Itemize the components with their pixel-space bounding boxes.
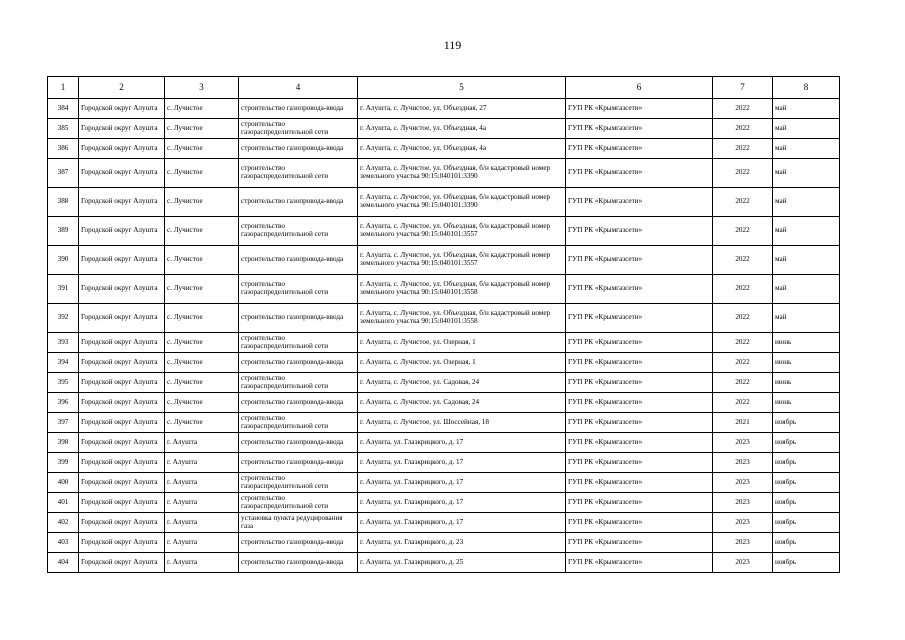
district-cell: Городской округ Алушта xyxy=(79,513,165,533)
locality-cell: с. Лучистое xyxy=(165,99,239,119)
locality-cell: с. Лучистое xyxy=(165,159,239,188)
year-cell: 2022 xyxy=(713,188,773,217)
year-cell: 2022 xyxy=(713,246,773,275)
organization-cell: ГУП РК «Крымгазсети» xyxy=(566,139,713,159)
work-type-cell: строительство газопровода-ввода xyxy=(239,188,358,217)
locality-cell: с. Лучистое xyxy=(165,139,239,159)
locality-cell: с. Лучистое xyxy=(165,304,239,333)
locality-cell: г. Алушта xyxy=(165,433,239,453)
year-cell: 2023 xyxy=(713,513,773,533)
table-row xyxy=(48,553,840,573)
district-cell: Городской округ Алушта xyxy=(79,553,165,573)
locality-cell: с. Лучистое xyxy=(165,413,239,433)
locality-cell: г. Алушта xyxy=(165,493,239,513)
month-cell: июнь xyxy=(773,373,840,393)
table-row xyxy=(48,513,840,533)
address-cell: г. Алушта, с. Лучистое, ул. Объездная, 27 xyxy=(358,99,566,119)
district-cell: Городской округ Алушта xyxy=(79,433,165,453)
work-type-cell: строительство газораспределительной сети xyxy=(239,473,358,493)
address-cell: г. Алушта, с. Лучистое, ул. Объездная, б/н кадастровый номер земельного участка 90:15:040101:3557 xyxy=(358,217,566,246)
organization-cell: ГУП РК «Крымгазсети» xyxy=(566,188,713,217)
table-row xyxy=(48,493,840,513)
district-cell: Городской округ Алушта xyxy=(79,188,165,217)
address-cell: г. Алушта, с. Лучистое, ул. Объездная, б/н кадастровый номер земельного участка 90:15:040101:3558 xyxy=(358,304,566,333)
locality-cell: с. Лучистое xyxy=(165,393,239,413)
address-cell: г. Алушта, с. Лучистое, ул. Шоссейная, 18 xyxy=(358,413,566,433)
locality-cell: с. Лучистое xyxy=(165,275,239,304)
month-cell: ноябрь xyxy=(773,413,840,433)
month-cell: май xyxy=(773,188,840,217)
district-cell: Городской округ Алушта xyxy=(79,246,165,275)
work-type-cell: строительство газопровода-ввода xyxy=(239,553,358,573)
address-cell: г. Алушта, с. Лучистое, ул. Объездная, 4а xyxy=(358,139,566,159)
row-number-cell: 384 xyxy=(48,99,79,119)
row-number-cell: 393 xyxy=(48,333,79,353)
year-cell: 2022 xyxy=(713,159,773,188)
address-cell: г. Алушта, с. Лучистое, ул. Объездная, б/н кадастровый номер земельного участка 90:15:040101:3390 xyxy=(358,188,566,217)
month-cell: май xyxy=(773,159,840,188)
locality-cell: г. Алушта xyxy=(165,473,239,493)
address-cell: г. Алушта, ул. Глазкрицкого, д. 17 xyxy=(358,473,566,493)
row-number-cell: 396 xyxy=(48,393,79,413)
column-header: 2 xyxy=(79,77,165,99)
locality-cell: с. Лучистое xyxy=(165,119,239,139)
month-cell: июнь xyxy=(773,393,840,413)
address-cell: г. Алушта, ул. Глазкрицкого, д. 23 xyxy=(358,533,566,553)
table-row xyxy=(48,139,840,159)
month-cell: ноябрь xyxy=(773,493,840,513)
work-type-cell: строительство газопровода-ввода xyxy=(239,139,358,159)
schedule-table xyxy=(47,76,840,573)
row-number-cell: 387 xyxy=(48,159,79,188)
organization-cell: ГУП РК «Крымгазсети» xyxy=(566,246,713,275)
district-cell: Городской округ Алушта xyxy=(79,533,165,553)
row-number-cell: 394 xyxy=(48,353,79,373)
district-cell: Городской округ Алушта xyxy=(79,159,165,188)
table-row xyxy=(48,433,840,453)
table-row xyxy=(48,99,840,119)
address-cell: г. Алушта, с. Лучистое, ул. Садовая, 24 xyxy=(358,393,566,413)
work-type-cell: строительство газораспределительной сети xyxy=(239,275,358,304)
organization-cell: ГУП РК «Крымгазсети» xyxy=(566,119,713,139)
organization-cell: ГУП РК «Крымгазсети» xyxy=(566,304,713,333)
organization-cell: ГУП РК «Крымгазсети» xyxy=(566,453,713,473)
table-row xyxy=(48,373,840,393)
year-cell: 2022 xyxy=(713,393,773,413)
column-header: 3 xyxy=(165,77,239,99)
table-row xyxy=(48,159,840,188)
organization-cell: ГУП РК «Крымгазсети» xyxy=(566,513,713,533)
month-cell: ноябрь xyxy=(773,553,840,573)
month-cell: май xyxy=(773,304,840,333)
table-row xyxy=(48,473,840,493)
organization-cell: ГУП РК «Крымгазсети» xyxy=(566,333,713,353)
year-cell: 2022 xyxy=(713,353,773,373)
year-cell: 2023 xyxy=(713,433,773,453)
work-type-cell: строительство газопровода-ввода xyxy=(239,246,358,275)
work-type-cell: строительство газораспределительной сети xyxy=(239,413,358,433)
work-type-cell: строительство газораспределительной сети xyxy=(239,217,358,246)
address-cell: г. Алушта, ул. Глазкрицкого, д. 17 xyxy=(358,453,566,473)
district-cell: Городской округ Алушта xyxy=(79,119,165,139)
table-row xyxy=(48,246,840,275)
locality-cell: с. Лучистое xyxy=(165,246,239,275)
organization-cell: ГУП РК «Крымгазсети» xyxy=(566,373,713,393)
address-cell: г. Алушта, ул. Глазкрицкого, д. 25 xyxy=(358,553,566,573)
month-cell: май xyxy=(773,275,840,304)
table-row xyxy=(48,393,840,413)
address-cell: г. Алушта, ул. Глазкрицкого, д. 17 xyxy=(358,493,566,513)
year-cell: 2021 xyxy=(713,413,773,433)
row-number-cell: 402 xyxy=(48,513,79,533)
address-cell: г. Алушта, с. Лучистое, ул. Объездная, 4а xyxy=(358,119,566,139)
row-number-cell: 404 xyxy=(48,553,79,573)
work-type-cell: строительство газораспределительной сети xyxy=(239,333,358,353)
work-type-cell: строительство газопровода-ввода xyxy=(239,533,358,553)
work-type-cell: строительство газораспределительной сети xyxy=(239,119,358,139)
locality-cell: г. Алушта xyxy=(165,513,239,533)
organization-cell: ГУП РК «Крымгазсети» xyxy=(566,353,713,373)
month-cell: июнь xyxy=(773,333,840,353)
month-cell: ноябрь xyxy=(773,453,840,473)
organization-cell: ГУП РК «Крымгазсети» xyxy=(566,553,713,573)
locality-cell: г. Алушта xyxy=(165,453,239,473)
organization-cell: ГУП РК «Крымгазсети» xyxy=(566,217,713,246)
address-cell: г. Алушта, с. Лучистое, ул. Объездная, б/н кадастровый номер земельного участка 90:15:040101:3557 xyxy=(358,246,566,275)
address-cell: г. Алушта, с. Лучистое, ул. Озерная, 1 xyxy=(358,353,566,373)
year-cell: 2022 xyxy=(713,139,773,159)
year-cell: 2023 xyxy=(713,553,773,573)
work-type-cell: строительство газопровода-ввода xyxy=(239,453,358,473)
month-cell: ноябрь xyxy=(773,513,840,533)
column-header: 5 xyxy=(358,77,566,99)
locality-cell: г. Алушта xyxy=(165,553,239,573)
table-row xyxy=(48,353,840,373)
row-number-cell: 395 xyxy=(48,373,79,393)
district-cell: Городской округ Алушта xyxy=(79,275,165,304)
address-cell: г. Алушта, ул. Глазкрицкого, д. 17 xyxy=(358,513,566,533)
district-cell: Городской округ Алушта xyxy=(79,373,165,393)
address-cell: г. Алушта, ул. Глазкрицкого, д. 17 xyxy=(358,433,566,453)
year-cell: 2022 xyxy=(713,99,773,119)
month-cell: июнь xyxy=(773,353,840,373)
district-cell: Городской округ Алушта xyxy=(79,99,165,119)
month-cell: май xyxy=(773,99,840,119)
work-type-cell: строительство газораспределительной сети xyxy=(239,159,358,188)
row-number-cell: 399 xyxy=(48,453,79,473)
row-number-cell: 397 xyxy=(48,413,79,433)
organization-cell: ГУП РК «Крымгазсети» xyxy=(566,413,713,433)
work-type-cell: строительство газораспределительной сети xyxy=(239,373,358,393)
table-row xyxy=(48,533,840,553)
row-number-cell: 398 xyxy=(48,433,79,453)
month-cell: май xyxy=(773,119,840,139)
table-row xyxy=(48,413,840,433)
organization-cell: ГУП РК «Крымгазсети» xyxy=(566,433,713,453)
year-cell: 2022 xyxy=(713,304,773,333)
column-header: 1 xyxy=(48,77,79,99)
table-row xyxy=(48,453,840,473)
district-cell: Городской округ Алушта xyxy=(79,353,165,373)
organization-cell: ГУП РК «Крымгазсети» xyxy=(566,473,713,493)
month-cell: ноябрь xyxy=(773,533,840,553)
district-cell: Городской округ Алушта xyxy=(79,333,165,353)
address-cell: г. Алушта, с. Лучистое, ул. Объездная, б/н кадастровый номер земельного участка 90:15:040101:3390 xyxy=(358,159,566,188)
work-type-cell: строительство газопровода-ввода xyxy=(239,304,358,333)
row-number-cell: 401 xyxy=(48,493,79,513)
address-cell: г. Алушта, с. Лучистое, ул. Озерная, 1 xyxy=(358,333,566,353)
row-number-cell: 388 xyxy=(48,188,79,217)
month-cell: май xyxy=(773,246,840,275)
row-number-cell: 386 xyxy=(48,139,79,159)
organization-cell: ГУП РК «Крымгазсети» xyxy=(566,99,713,119)
year-cell: 2022 xyxy=(713,373,773,393)
locality-cell: с. Лучистое xyxy=(165,217,239,246)
work-type-cell: строительство газопровода-ввода xyxy=(239,393,358,413)
header-row xyxy=(48,77,840,99)
month-cell: май xyxy=(773,139,840,159)
year-cell: 2023 xyxy=(713,533,773,553)
organization-cell: ГУП РК «Крымгазсети» xyxy=(566,493,713,513)
month-cell: май xyxy=(773,217,840,246)
row-number-cell: 392 xyxy=(48,304,79,333)
year-cell: 2022 xyxy=(713,217,773,246)
district-cell: Городской округ Алушта xyxy=(79,393,165,413)
table-row xyxy=(48,188,840,217)
organization-cell: ГУП РК «Крымгазсети» xyxy=(566,275,713,304)
row-number-cell: 385 xyxy=(48,119,79,139)
table-body xyxy=(48,99,840,573)
year-cell: 2022 xyxy=(713,275,773,304)
row-number-cell: 390 xyxy=(48,246,79,275)
row-number-cell: 403 xyxy=(48,533,79,553)
column-header: 6 xyxy=(566,77,713,99)
year-cell: 2023 xyxy=(713,473,773,493)
table-row xyxy=(48,333,840,353)
work-type-cell: строительство газопровода-ввода xyxy=(239,433,358,453)
row-number-cell: 400 xyxy=(48,473,79,493)
table-row xyxy=(48,217,840,246)
year-cell: 2023 xyxy=(713,493,773,513)
address-cell: г. Алушта, с. Лучистое, ул. Садовая, 24 xyxy=(358,373,566,393)
work-type-cell: строительство газопровода-ввода xyxy=(239,353,358,373)
table-row xyxy=(48,275,840,304)
district-cell: Городской округ Алушта xyxy=(79,473,165,493)
district-cell: Городской округ Алушта xyxy=(79,493,165,513)
month-cell: ноябрь xyxy=(773,433,840,453)
year-cell: 2023 xyxy=(713,453,773,473)
organization-cell: ГУП РК «Крымгазсети» xyxy=(566,159,713,188)
row-number-cell: 391 xyxy=(48,275,79,304)
district-cell: Городской округ Алушта xyxy=(79,453,165,473)
page-number: 119 xyxy=(443,38,462,52)
locality-cell: с. Лучистое xyxy=(165,333,239,353)
month-cell: ноябрь xyxy=(773,473,840,493)
locality-cell: с. Лучистое xyxy=(165,373,239,393)
district-cell: Городской округ Алушта xyxy=(79,139,165,159)
work-type-cell: строительство газопровода-ввода xyxy=(239,99,358,119)
district-cell: Городской округ Алушта xyxy=(79,217,165,246)
year-cell: 2022 xyxy=(713,333,773,353)
column-header: 7 xyxy=(713,77,773,99)
row-number-cell: 389 xyxy=(48,217,79,246)
address-cell: г. Алушта, с. Лучистое, ул. Объездная, б/н кадастровый номер земельного участка 90:15:040101:3558 xyxy=(358,275,566,304)
work-type-cell: установка пункта редуцирования газа xyxy=(239,513,358,533)
table-row xyxy=(48,119,840,139)
district-cell: Городской округ Алушта xyxy=(79,413,165,433)
organization-cell: ГУП РК «Крымгазсети» xyxy=(566,533,713,553)
organization-cell: ГУП РК «Крымгазсети» xyxy=(566,393,713,413)
locality-cell: с. Лучистое xyxy=(165,353,239,373)
column-header: 4 xyxy=(239,77,358,99)
locality-cell: г. Алушта xyxy=(165,533,239,553)
column-header: 8 xyxy=(773,77,840,99)
work-type-cell: строительство газораспределительной сети xyxy=(239,493,358,513)
table-row xyxy=(48,304,840,333)
year-cell: 2022 xyxy=(713,119,773,139)
district-cell: Городской округ Алушта xyxy=(79,304,165,333)
locality-cell: с. Лучистое xyxy=(165,188,239,217)
